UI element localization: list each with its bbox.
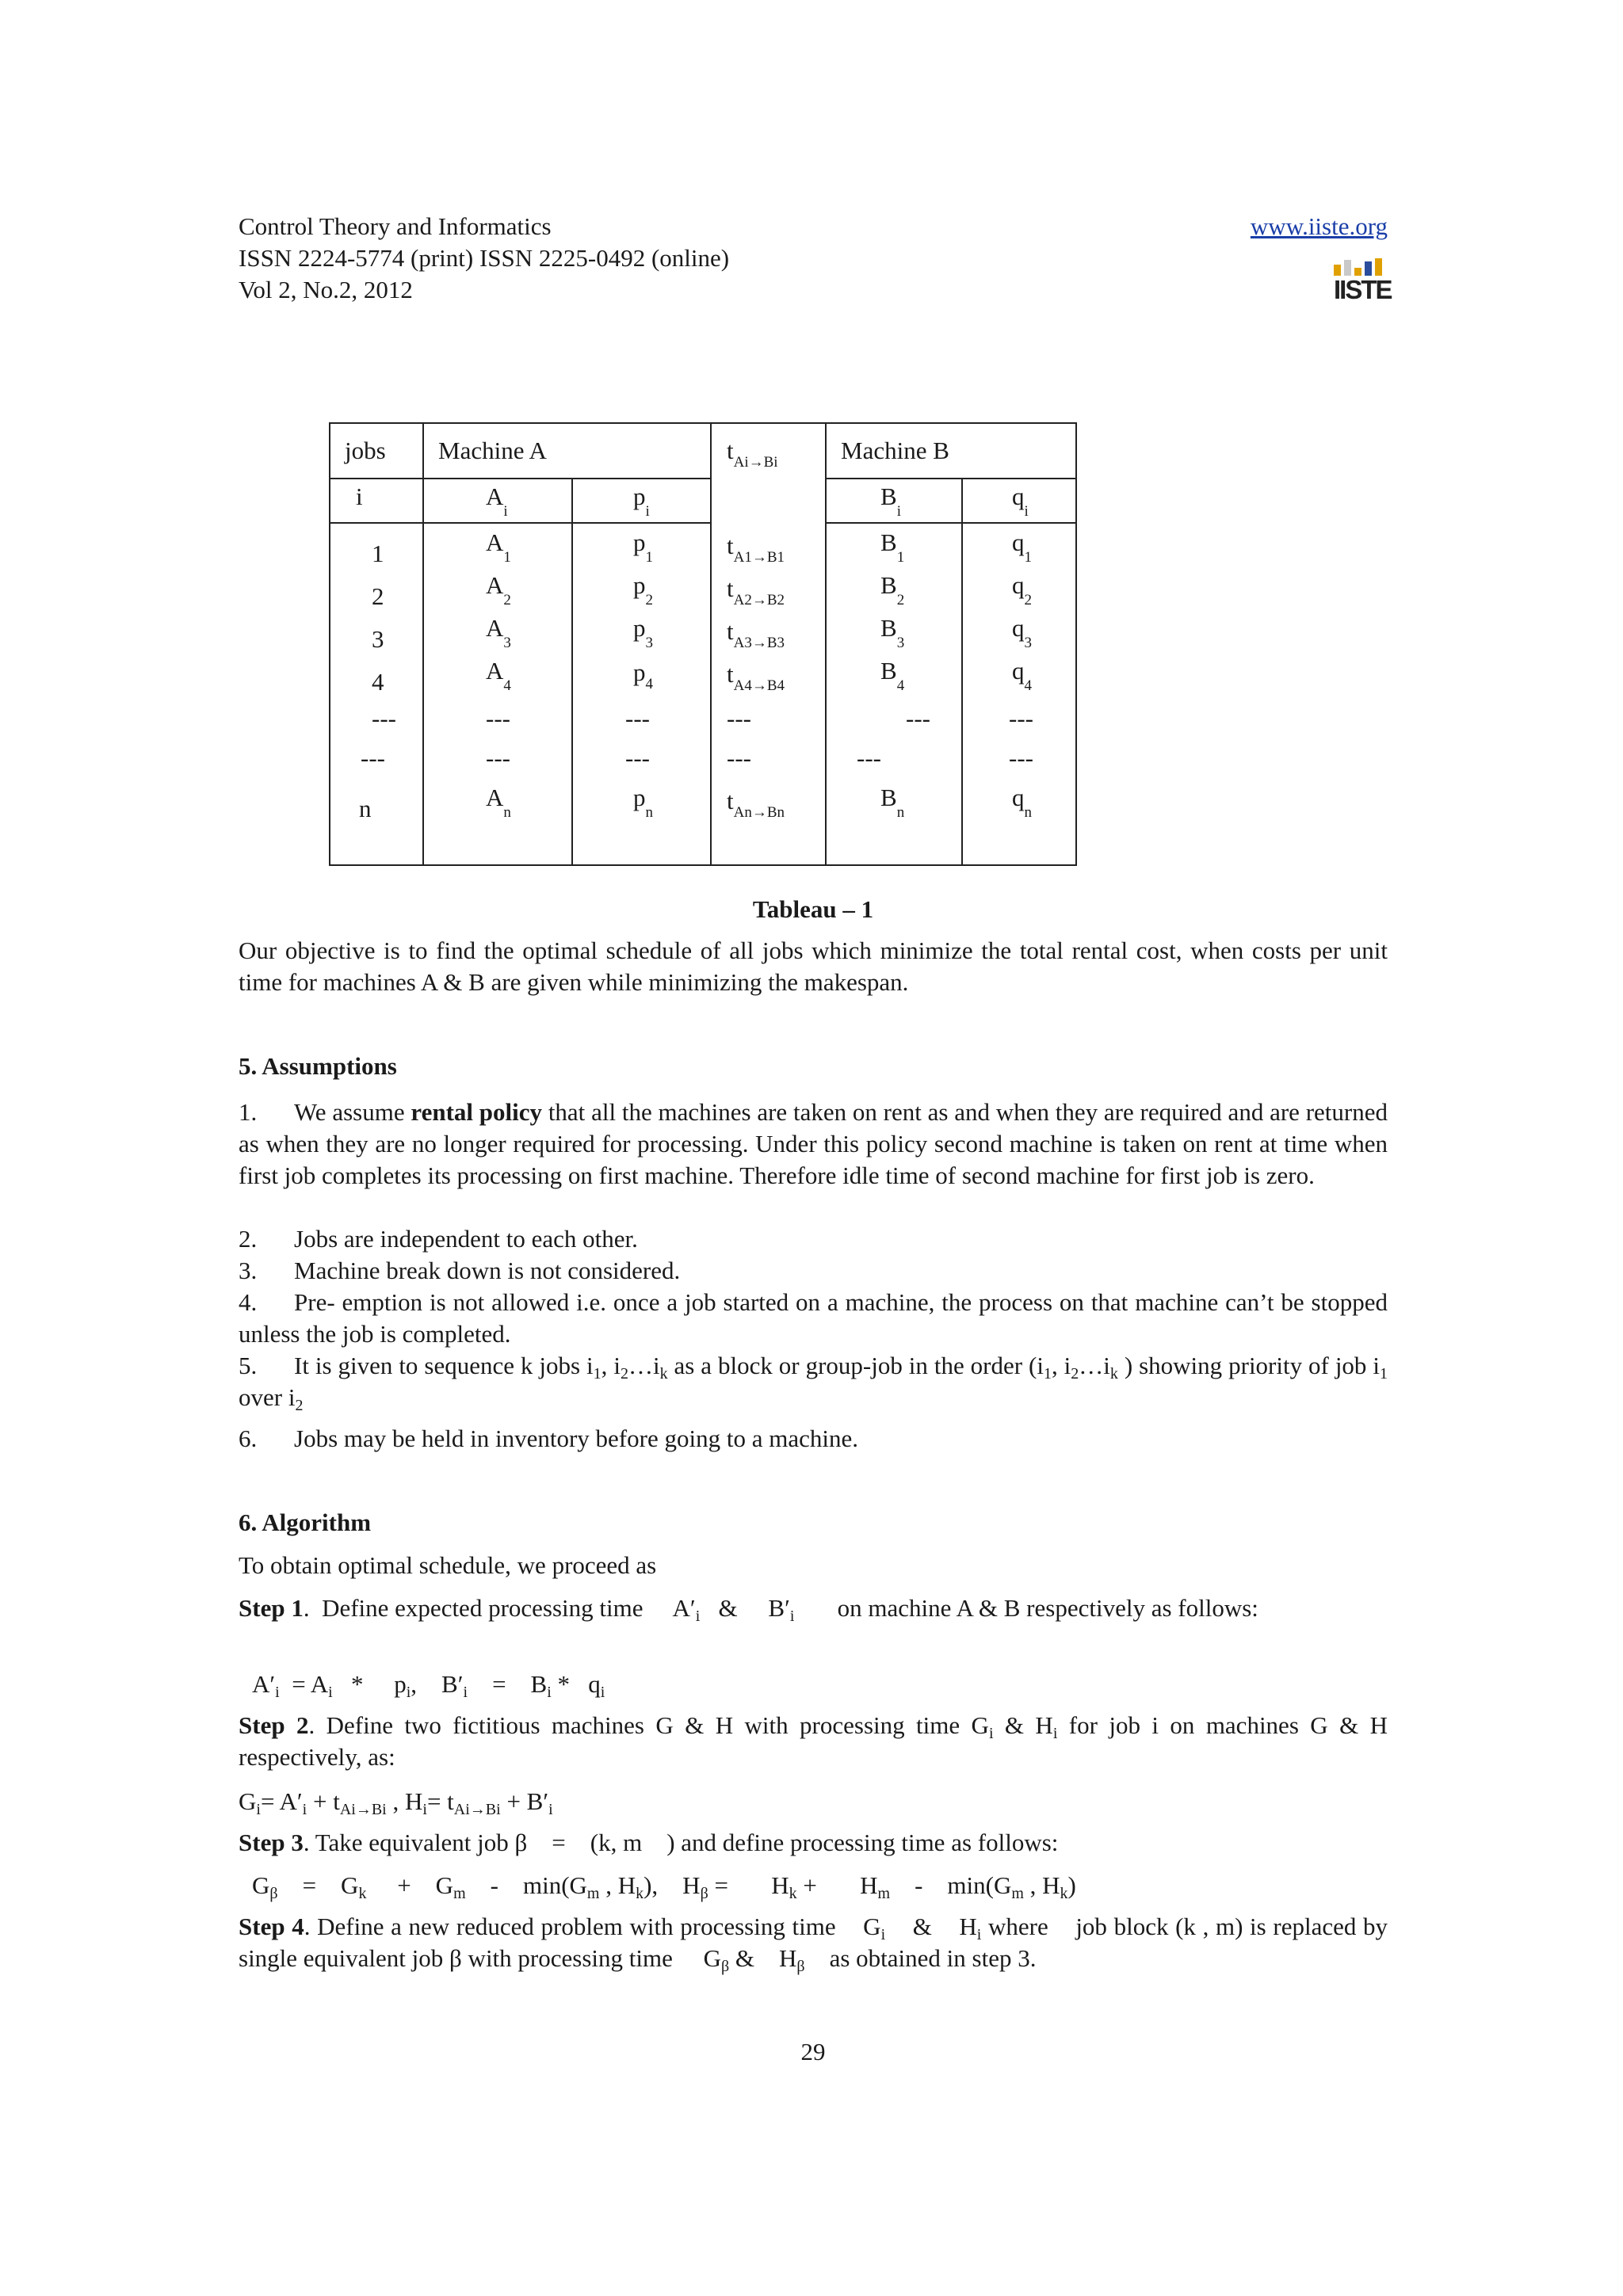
job-number: 2 — [372, 582, 384, 610]
header-machine-a: Machine A — [438, 437, 547, 464]
assumption-2: 2. Jobs are independent to each other. — [239, 1225, 638, 1253]
a-value: $A_3$ — [486, 614, 511, 651]
job-number: 1 — [372, 540, 384, 567]
table-divider — [825, 424, 827, 864]
t-value: $t_{An\to Bn}$ — [727, 787, 785, 821]
logo-text: IISTE — [1334, 275, 1392, 304]
assumption-3: 3. Machine break down is not considered. — [239, 1257, 681, 1284]
logo-bars-icon — [1334, 258, 1384, 276]
step-2-equation: $G_i= A'_i + t_{Ai\to Bi}$ , $H_i= t_{Ai\to Bi} + B'_i$ — [239, 1787, 553, 1818]
table-caption: Tableau – 1 — [752, 895, 874, 923]
p-value: $p_2$ — [633, 571, 653, 608]
table-divider — [422, 424, 424, 864]
header-machine-b: Machine B — [841, 437, 949, 464]
table-divider — [330, 478, 710, 479]
a-value: $A_n$ — [486, 784, 511, 821]
algorithm-intro: To obtain optimal schedule, we proceed as — [239, 1551, 657, 1579]
dash-cell: --- — [906, 704, 930, 732]
t-value: $t_{A1\to B1}$ — [727, 532, 785, 566]
b-value: $B_n$ — [880, 784, 905, 821]
header-transport-time: $t_{Ai\to Bi}$ — [727, 437, 778, 471]
dash-cell: --- — [1009, 744, 1033, 772]
q-value: $q_4$ — [1012, 657, 1032, 694]
step-2: Step 2. Define two fictitious machines G & H with processing time $G_i$ & $H_i$ for job i on machines G & H respectively, as: — [239, 1711, 1388, 1771]
iiste-logo — [1334, 258, 1392, 312]
table-divider — [825, 478, 1077, 479]
assumptions-heading: 5. Assumptions — [239, 1052, 397, 1080]
step-3: Step 3. Take equivalent job β = (k, m ) and define processing time as follows: — [239, 1829, 1059, 1856]
assumption-6: 6. Jobs may be held in inventory before going to a machine. — [239, 1425, 858, 1452]
q-value: $q_3$ — [1012, 614, 1032, 651]
job-number: 3 — [372, 625, 384, 653]
dash-cell: --- — [625, 704, 650, 732]
page-number: 29 — [800, 2038, 826, 2065]
subheader-i: i — [356, 482, 363, 510]
b-value: $B_3$ — [880, 614, 905, 651]
journal-title: Control Theory and Informatics — [239, 212, 552, 240]
p-value: $p_n$ — [633, 784, 653, 821]
dash-cell: --- — [372, 704, 396, 732]
dash-cell: --- — [486, 704, 510, 732]
subheader-q: $q_i$ — [1012, 482, 1029, 520]
job-number: 4 — [372, 668, 384, 696]
q-value: $q_1$ — [1012, 528, 1032, 566]
a-value: $A_1$ — [486, 528, 511, 566]
step-4: Step 4. Define a new reduced problem with processing time $G_i$ & $H_i$ where job block (k , m) is replaced by single equivalent job β with processing time $G_\beta$ & $H_\beta$ as obtained in step 3. — [239, 1913, 1394, 1975]
p-value: $p_1$ — [633, 528, 653, 566]
a-value: $A_4$ — [486, 657, 511, 694]
step-1: Step 1. Define expected processing time $A'_i$ & $B'_i$ on machine A & B respectively as follows: — [239, 1594, 1258, 1625]
dash-cell: --- — [361, 744, 385, 772]
q-value: $q_n$ — [1012, 784, 1032, 821]
objective-paragraph: Our objective is to find the optimal schedule of all jobs which minimize the total rental cost, when costs per unit time for machines A & B are given while minimizing the makespan. — [239, 936, 1388, 996]
t-value: $t_{A3\to B3}$ — [727, 617, 785, 651]
table-divider — [961, 478, 963, 864]
job-number: n — [359, 795, 372, 822]
table-divider — [571, 478, 573, 864]
b-value: $B_1$ — [880, 528, 905, 566]
t-value: $t_{A2\to B2}$ — [727, 574, 785, 608]
t-value: $t_{A4\to B4}$ — [727, 660, 785, 694]
dash-cell: --- — [486, 744, 510, 772]
subheader-b: $B_i$ — [880, 482, 901, 520]
dash-cell: --- — [1009, 704, 1033, 732]
step-1-equation: $A'_i = A_i$ * $p_i$, $B'_i$ = $B_i * q_i$ — [252, 1670, 605, 1701]
q-value: $q_2$ — [1012, 571, 1032, 608]
header-jobs: jobs — [345, 437, 386, 464]
volume-line: Vol 2, No.2, 2012 — [239, 276, 413, 303]
p-value: $p_3$ — [633, 614, 653, 651]
subheader-p: $p_i$ — [633, 482, 650, 520]
p-value: $p_4$ — [633, 658, 653, 692]
a-value: $A_2$ — [486, 571, 511, 608]
subheader-a: $A_i$ — [486, 482, 508, 520]
algorithm-heading: 6. Algorithm — [239, 1508, 372, 1536]
assumption-4: 4. Pre- emption is not allowed i.e. once a job started on a machine, the process on that machine can’t be stopped unless the job is completed. — [239, 1288, 1388, 1348]
b-value: $B_2$ — [880, 571, 905, 608]
table-divider — [710, 424, 712, 864]
dash-cell: --- — [857, 744, 881, 772]
jobs-table — [329, 422, 1077, 866]
dash-cell: --- — [727, 704, 751, 732]
journal-url-link[interactable]: www.iiste.org — [1250, 212, 1388, 240]
table-divider — [825, 522, 1077, 524]
step-3-equation: $G_\beta$ = $G_k$ + $G_m$ - $\min(G_m$ , $H_k$), $H_\beta$ = $H_k$ + $H_m$ - $\min(G_m$ , $H_k$) — [252, 1871, 1076, 1902]
table-divider — [330, 522, 710, 524]
issn-line: ISSN 2224-5774 (print) ISSN 2225-0492 (online) — [239, 244, 730, 272]
dash-cell: --- — [625, 744, 650, 772]
dash-cell: --- — [727, 744, 751, 772]
assumption-5: 5. It is given to sequence k jobs $i_1$, $i_2\dots i_k$ as a block or group-job in the order ($i_1$, $i_2\dots i_k$ ) showing priority of job $i_1$ over $i_2$ — [239, 1352, 1388, 1414]
b-value: $B_4$ — [880, 657, 905, 694]
assumption-1: 1. We assume rental policy that all the machines are taken on rent as and when they are required and are returned as when they are no longer required for processing. Under this policy second machine is taken on rent at time when first job completes its processing on first machine. Therefore idle time of second machine for first job is zero. — [239, 1098, 1388, 1189]
